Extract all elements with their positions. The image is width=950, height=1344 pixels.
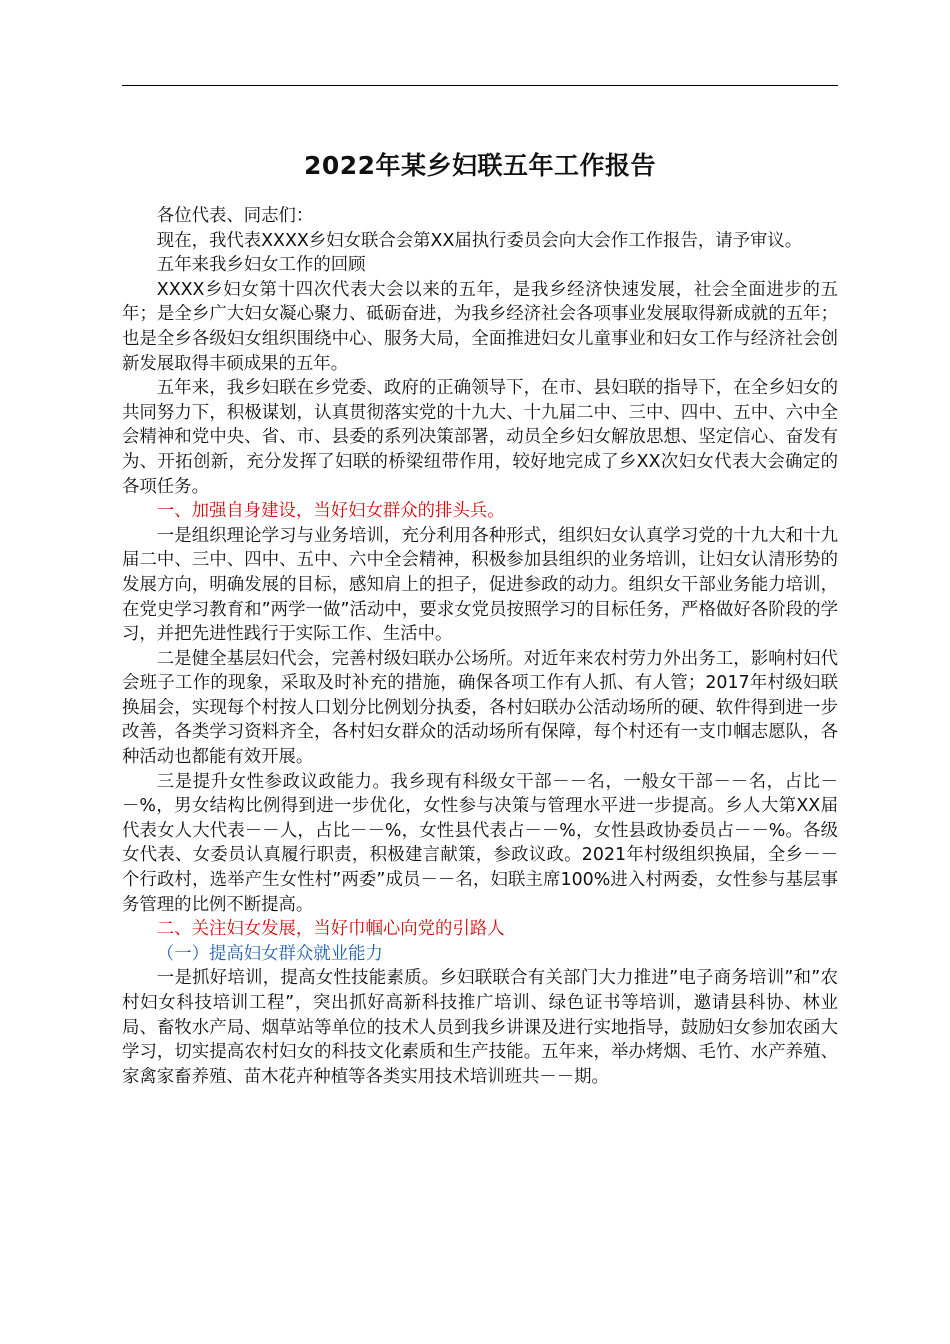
subsection-heading: （一）提高妇女群众就业能力 [156, 943, 383, 964]
paragraph: 一是组织理论学习与业务培训，充分利用各种形式，组织妇女认真学习党的十九大和十九届二中、三中、四中、五中、六中全会精神，积极参加县组织的业务培训，让妇女认清形势的发展方向，明确发展的目标，感知肩上的担子，促进参政的动力。组织女干部业务能力培训，在党史学习教育和”两学一做”活动中，要求女党员按照学习的目标任务，严格做好各阶段的学习，并把先进性践行于实际工作、生活中。 [122, 525, 838, 645]
header-rule [122, 85, 838, 86]
paragraph: 一是抓好培训，提高女性技能素质。乡妇联联合有关部门大力推进”电子商务培训”和”农村妇女科技培训工程”，突出抓好高新科技推广培训、绿色证书等培训，邀请县科协、林业局、畜牧水产局、烟草站等单位的技术人员到我乡讲课及进行实地指导，鼓励妇女参加农函大学习，切实提高农村妇女的科技文化素质和生产技能。五年来，举办烤烟、毛竹、水产养殖、家禽家畜养殖、苗木花卉种植等各类实用技术培训班共－－期。 [122, 968, 838, 1087]
paragraph: 五年来，我乡妇联在乡党委、政府的正确领导下，在市、县妇联的指导下，在全乡妇女的共同努力下，积极谋划，认真贯彻落实党的十九大、十九届二中、三中、四中、五中、六中全会精神和党中央、省、市、县委的系列决策部署，动员全乡妇女解放思想、坚定信心、奋发有为、开拓创新，充分发挥了妇联的桥梁纽带作用，较好地完成了乡XX次妇女代表大会确定的各项任务。 [122, 378, 838, 497]
section-heading: 二、关注妇女发展，当好巾帼心向党的引路人 [156, 919, 505, 940]
paragraph: XXXX乡妇女第十四次代表大会以来的五年，是我乡经济快速发展，社会全面进步的五年；是全乡广大妇女凝心聚力、砥砺奋进，为我乡经济社会各项事业发展取得新成就的五年；也是全乡各级妇女组织围绕中心、服务大局，全面推进妇女儿童事业和妇女工作与经济社会创新发展取得丰硕成果的五年。 [122, 279, 838, 374]
document-body [122, 204, 838, 1089]
paragraph: 三是提升女性参政议政能力。我乡现有科级女干部－－名，一般女干部－－名，占比－－%，男女结构比例得到进一步优化，女性参与决策与管理水平进一步提高。乡人大第XX届代表女人大代表－－人，占比－－%，女性县代表占－－%，女性县政协委员占－－%。各级女代表、女委员认真履行职责，积极建言献策，参政议政。2021年村级组织换届，全乡－－个行政村，选举产生女性村”两委”成员－－名，妇联主席100%进入村两委，女性参与基层事务管理的比例不断提高。 [122, 771, 838, 915]
paragraph: 现在，我代表XXXX乡妇女联合会第XX届执行委员会向大会作工作报告，请予审议。 [156, 230, 803, 251]
document-title: 2022年某乡妇联五年工作报告 [303, 151, 657, 180]
paragraph: 各位代表、同志们： [156, 206, 314, 226]
section-heading: 一、加强自身建设，当好妇女群众的排头兵。 [156, 501, 505, 522]
paragraph: 五年来我乡妇女工作的回顾 [156, 255, 366, 276]
paragraph: 二是健全基层妇代会，完善村级妇联办公场所。对近年来农村劳力外出务工，影响村妇代会班子工作的现象，采取及时补充的措施，确保各项工作有人抓、有人管；2017年村级妇联换届会，实现每个村按人口划分比例划分执委，各村妇联办公活动场所的硬、软件得到进一步改善，各类学习资料齐全，各村妇女群众的活动场所有保障，每个村还有一支巾帼志愿队，各种活动也都能有效开展。 [122, 648, 838, 768]
